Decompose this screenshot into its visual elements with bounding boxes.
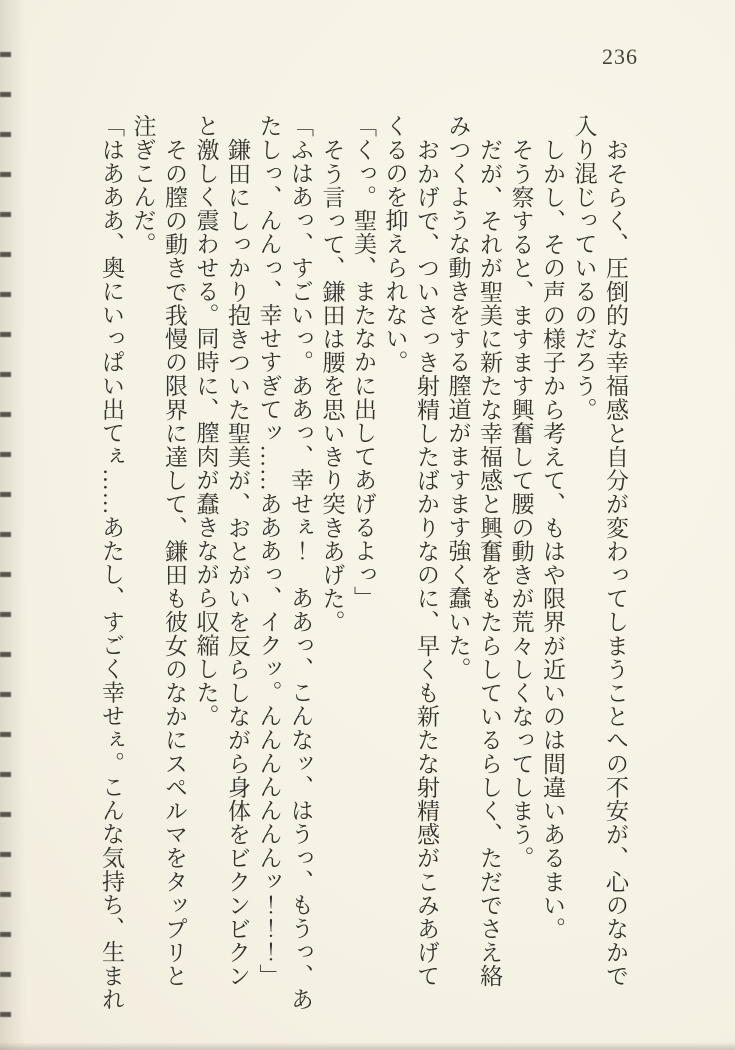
paragraph: その膣の動きで我慢の限界に達して、鎌田も彼女のなかにスペルマをタップリと注ぎこんだ。 <box>130 114 187 988</box>
paragraph: そう言って、鎌田は腰を思いきり突きあげた。 <box>319 138 345 634</box>
paragraph-dialogue: 「ふはあっ、すごいっ。ああっ、幸せぇ！ ああっ、こんなッ、はうっ、もうっ、あたしっ、んんっ、幸せすぎてッ……あああっ、イクッ。んんんんんんんッ！！！」 <box>256 114 313 1011</box>
body-text <box>96 114 632 1011</box>
paragraph-dialogue: 「くっ。聖美、またなかに出してあげるよっ」 <box>351 114 376 610</box>
paragraph: 鎌田にしっかり抱きついた聖美が、おとがいを反らしながら身体をビクンビクンと激しく震わせる。同時に、膣肉が蠢きながら収縮した。 <box>193 114 250 988</box>
paragraph: そう察すると、ますます興奮して腰の動きが荒々しくなってしまう。 <box>508 138 534 870</box>
paragraph: おかげで、ついさっき射精したばかりなのに、早くも新たな射精感がこみあげてくるのを抑えられない。 <box>382 114 439 988</box>
paragraph: だが、それが聖美に新たな幸福感と興奮をもたらしているらしく、ただでさえ絡みつくような動きをする膣道がますます強く蠢いた。 <box>445 114 502 988</box>
page-number: 236 <box>602 44 638 69</box>
paragraph-dialogue: 「はあああ、奥にいっぱい出てぇ……あたし、すごく幸せぇ。こんな気持ち、生まれ <box>99 114 124 1011</box>
paragraph: しかし、その声の様子から考えて、もはや限界が近いのは間違いあるまい。 <box>540 138 565 941</box>
page-edge-shadow <box>0 1042 735 1050</box>
paragraph: おそらく、圧倒的な幸福感と自分が変わってしまうことへの不安が、心のなかで入り混じっているのだろう。 <box>571 114 628 988</box>
page-gutter-shadow <box>0 0 26 1050</box>
